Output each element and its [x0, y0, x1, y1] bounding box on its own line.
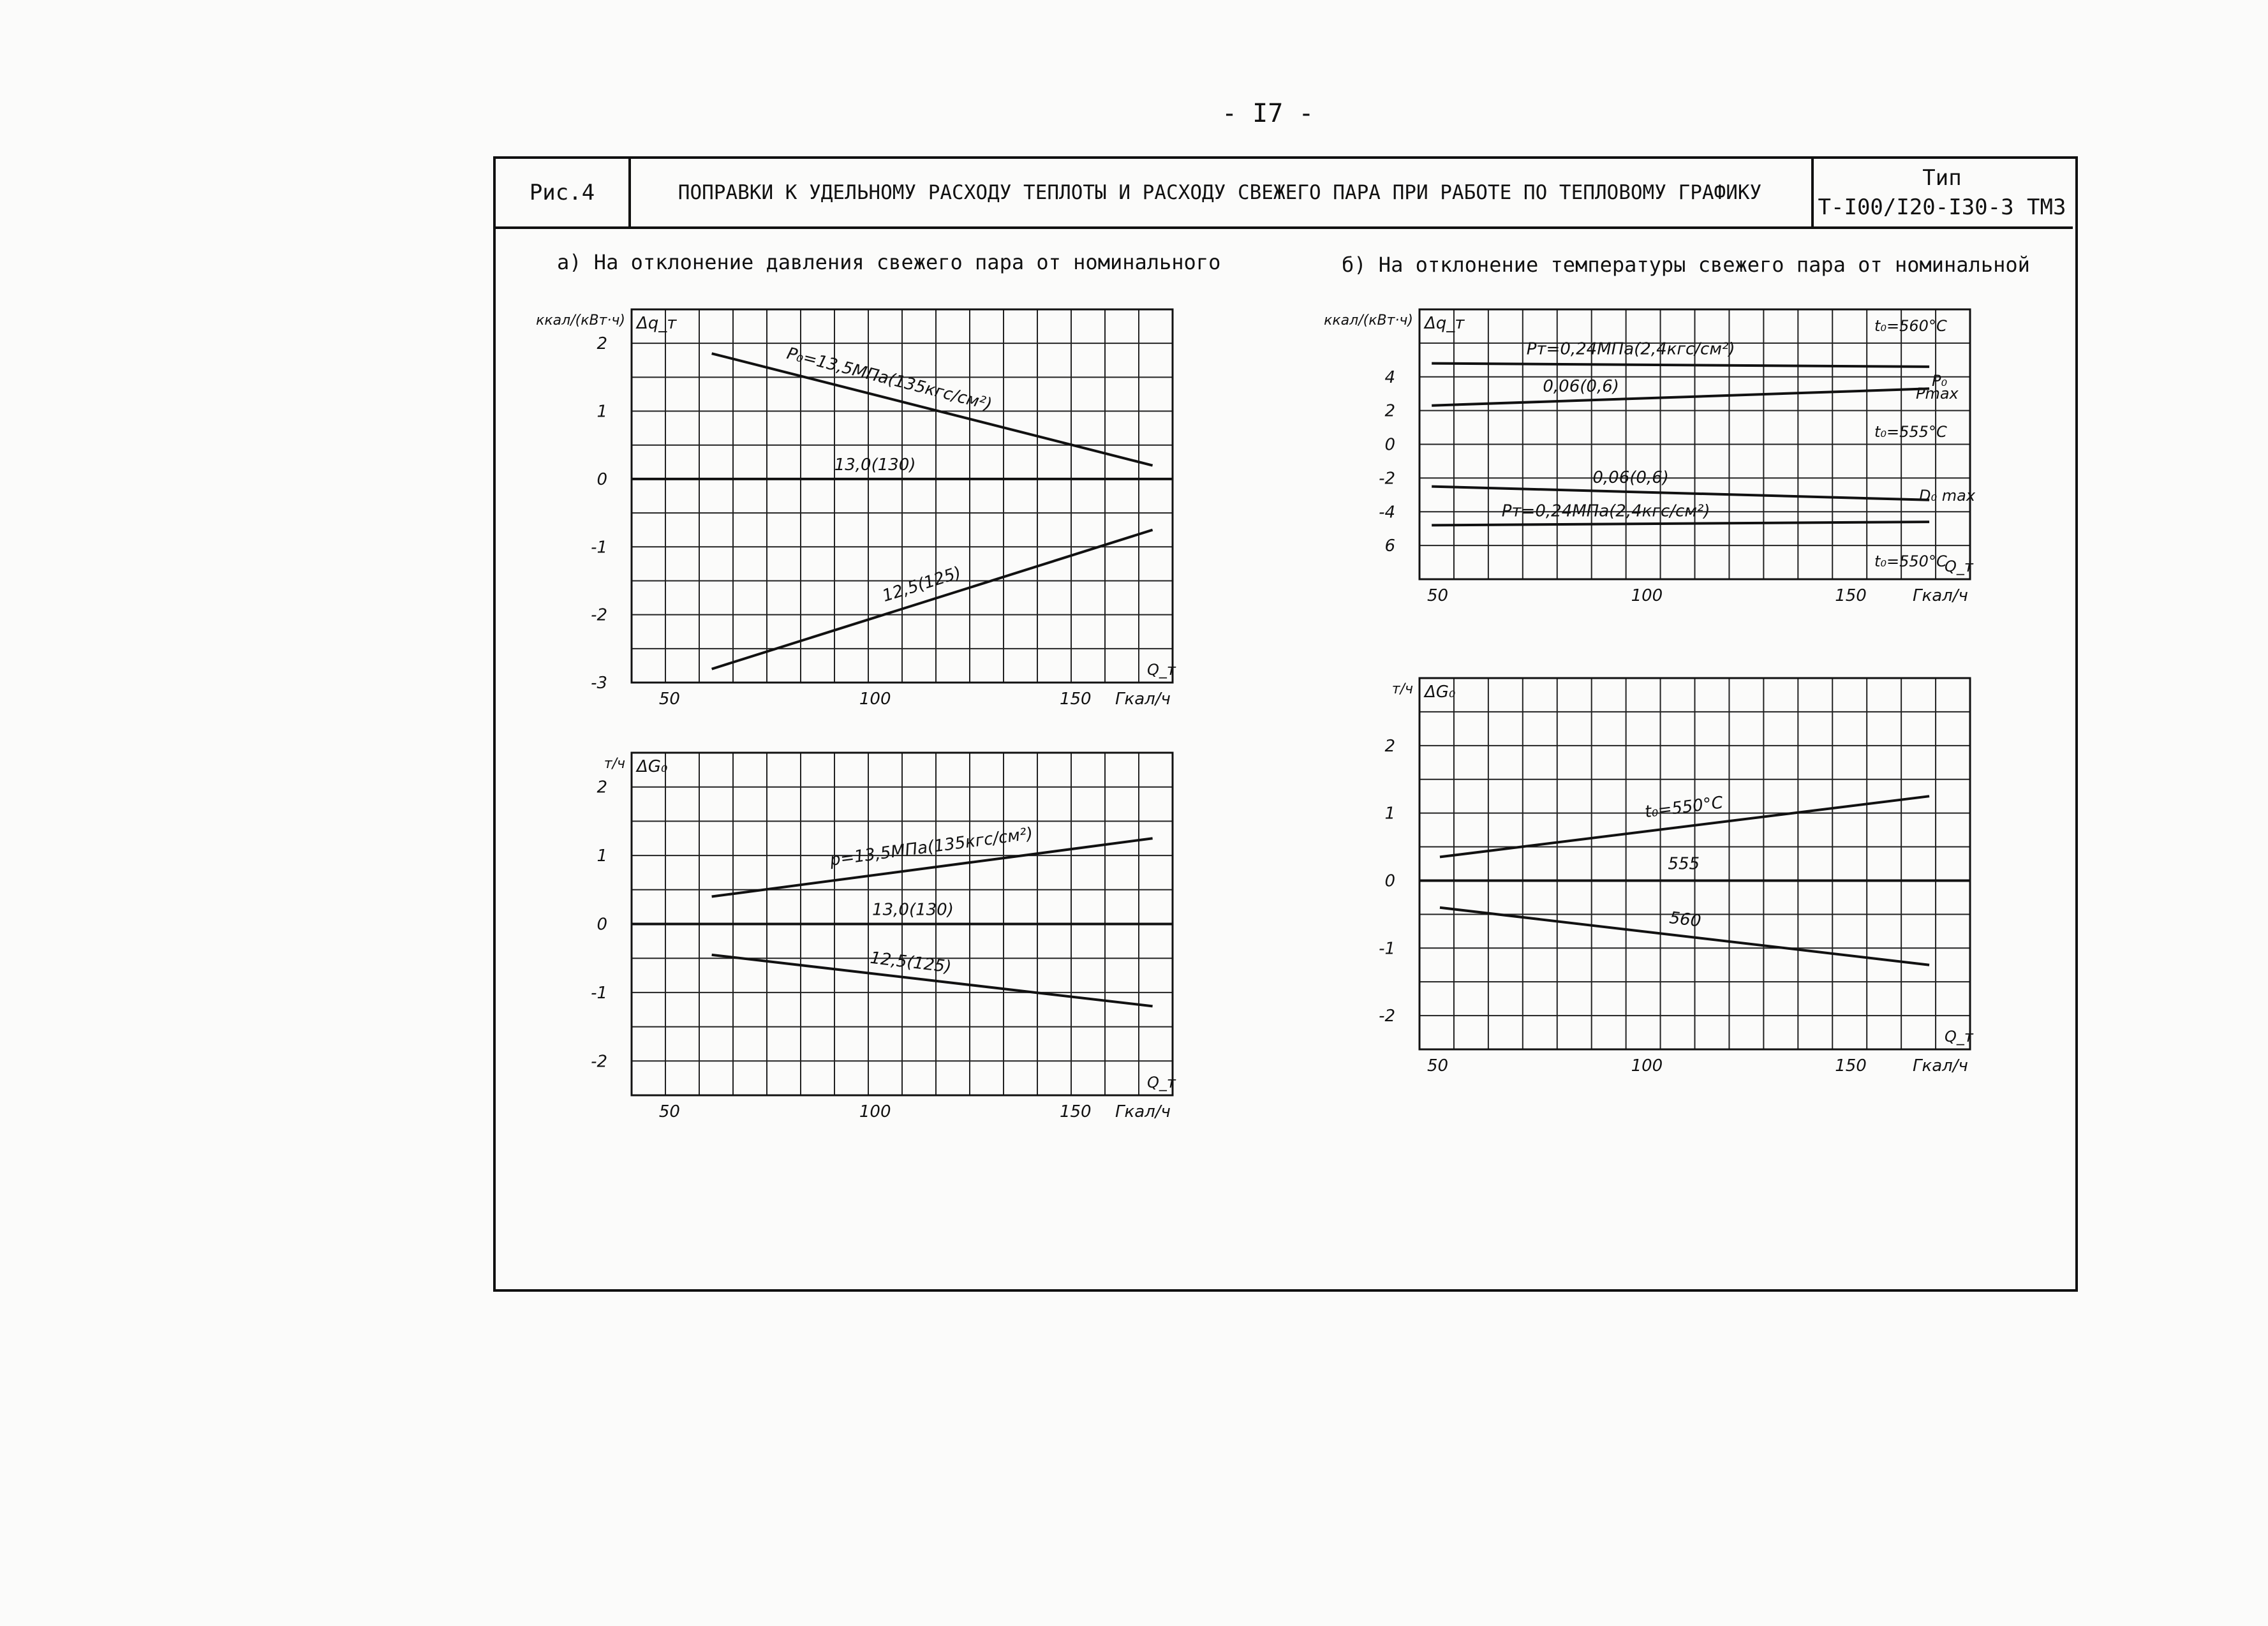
series-line [1432, 522, 1929, 525]
series-label: р=13,5МПа(135кгс/см²) [829, 824, 1035, 870]
x-tick-label: 100 [859, 1102, 891, 1121]
annotation-label: P₀ [1932, 372, 1948, 390]
x-axis-unit: Гкал/ч [1115, 690, 1171, 709]
x-axis-symbol: Q_т [1945, 1028, 1973, 1046]
y-axis-symbol: Δq_т [637, 314, 677, 333]
series-label: 0,06(0,6) [1543, 376, 1619, 396]
y-tick-label: 2 [597, 334, 607, 354]
y-tick-label: -4 [1379, 503, 1395, 522]
figure-title: ПОПРАВКИ К УДЕЛЬНОМУ РАСХОДУ ТЕПЛОТЫ И РАСХОДУ СВЕЖЕГО ПАРА ПРИ РАБОТЕ ПО ТЕПЛОВОМУ ГРАФИКУ [628, 159, 1814, 229]
series-label: 12,5(125) [880, 563, 964, 606]
y-tick-label: -1 [1379, 939, 1395, 959]
x-axis-unit: Гкал/ч [1913, 586, 1968, 605]
subtitle-a: а) На отклонение давления свежего пара от номинального [557, 250, 1221, 274]
x-tick-label: 50 [1427, 1056, 1449, 1075]
figure-number: Рис.4 [496, 159, 631, 229]
y-tick-label: -2 [591, 1052, 607, 1072]
series-label: 0,06(0,6) [1592, 468, 1669, 488]
x-axis-symbol: Q_т [1147, 1074, 1176, 1091]
x-tick-label: 150 [1835, 586, 1867, 605]
y-tick-label: 2 [1384, 736, 1395, 756]
y-tick-label: 0 [1384, 871, 1395, 891]
y-tick-label: 4 [1384, 367, 1395, 387]
x-tick-label: 100 [859, 690, 891, 709]
type-label: Тип [1922, 165, 1962, 191]
subtitle-b: б) На отклонение температуры свежего пара от номинальной [1342, 253, 2030, 277]
series-label: P₀=13,5МПа(135кгс/см²) [785, 344, 994, 415]
y-tick-label: 2 [1384, 401, 1395, 421]
series-line [1432, 487, 1929, 500]
y-axis-symbol: Δq_т [1425, 314, 1465, 333]
y-tick-label: -1 [591, 983, 607, 1003]
x-axis-symbol: Q_т [1945, 558, 1973, 575]
y-tick-label: 1 [597, 402, 607, 422]
series-label: 13,0(130) [834, 455, 916, 475]
y-tick-label: 0 [597, 915, 607, 935]
x-axis-unit: Гкал/ч [1913, 1056, 1968, 1075]
series-label: Pт=0,24МПа(2,4кгс/см²) [1526, 339, 1735, 359]
series-label: 555 [1668, 854, 1700, 874]
series-label: Pт=0,24МПа(2,4кгс/см²) [1501, 501, 1710, 521]
x-axis-symbol: Q_т [1147, 661, 1176, 679]
x-tick-label: 50 [1427, 586, 1449, 605]
x-tick-label: 100 [1631, 586, 1663, 605]
y-tick-label: -2 [1379, 469, 1395, 489]
y-axis-unit: т/ч [1391, 681, 1413, 697]
y-tick-label: -2 [1379, 1007, 1395, 1026]
series-label: t₀=550°C [1643, 793, 1724, 822]
series-line [1432, 364, 1929, 367]
series-label: 12,5(125) [869, 948, 952, 977]
y-tick-label: -2 [591, 605, 607, 625]
y-tick-label: 0 [597, 469, 607, 489]
annotation-label: D₀ max [1919, 487, 1976, 505]
y-tick-label: 0 [1384, 435, 1395, 455]
y-axis-unit: т/ч [604, 756, 625, 772]
x-tick-label: 100 [1631, 1056, 1663, 1075]
y-tick-label: 6 [1384, 536, 1395, 556]
series-line [712, 353, 1153, 466]
y-tick-label: 2 [597, 778, 607, 797]
x-tick-label: 150 [1059, 1102, 1092, 1121]
y-axis-symbol: ΔG₀ [637, 757, 668, 776]
annotation-label: t₀=555°C [1874, 423, 1947, 441]
y-axis-symbol: ΔG₀ [1425, 683, 1456, 702]
series-label: 560 [1668, 908, 1702, 931]
x-tick-label: 150 [1059, 690, 1092, 709]
x-axis-unit: Гкал/ч [1115, 1102, 1171, 1121]
y-tick-label: -3 [591, 674, 607, 693]
y-tick-label: 1 [1384, 804, 1395, 824]
type-value: Т-I00/I20-I30-3 ТМЗ [1818, 195, 2066, 220]
x-tick-label: 50 [658, 1102, 680, 1121]
y-tick-label: -1 [591, 538, 607, 558]
y-tick-label: 1 [597, 846, 607, 866]
y-axis-unit: ккал/(кВт·ч) [536, 313, 625, 329]
series-line [1432, 388, 1929, 405]
x-tick-label: 150 [1835, 1056, 1867, 1075]
annotation-label: Pmax [1916, 385, 1959, 403]
series-label: 13,0(130) [872, 900, 954, 920]
annotation-label: t₀=550°C [1874, 552, 1947, 570]
y-axis-unit: ккал/(кВт·ч) [1324, 313, 1413, 329]
page-number: - I7 - [1222, 99, 1314, 128]
x-tick-label: 50 [658, 690, 680, 709]
annotation-label: t₀=560°C [1874, 317, 1947, 335]
